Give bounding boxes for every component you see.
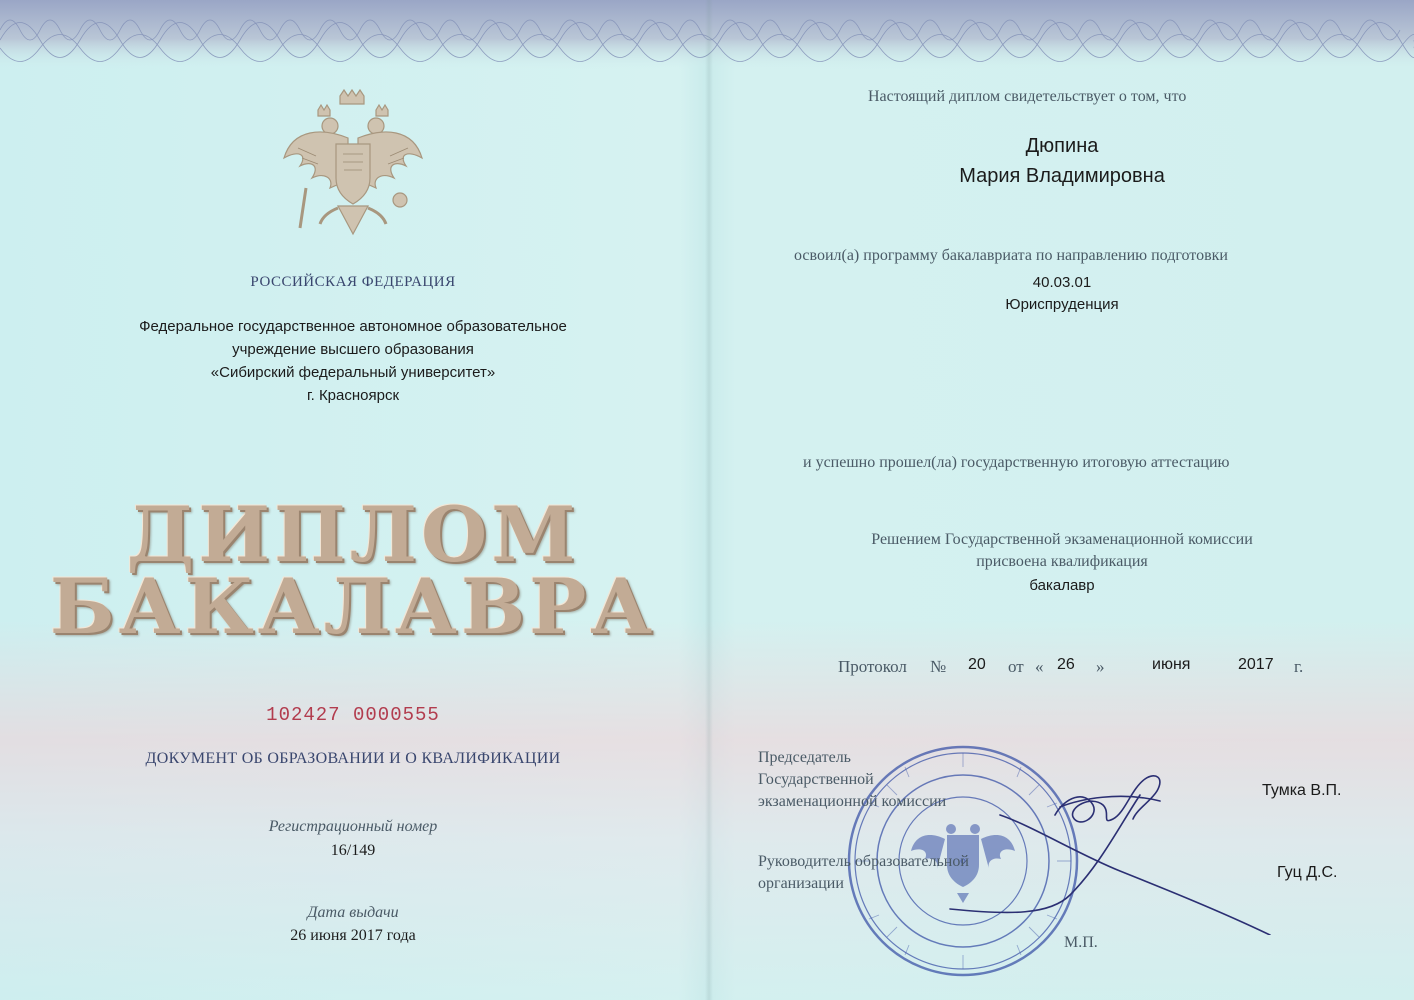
protocol-quote-close: » (1096, 657, 1105, 676)
registration-number-value: 16/149 (330, 842, 376, 859)
chair-name: Тумка В.П. (1262, 782, 1342, 799)
stamp-place-label: М.П. (1064, 934, 1098, 951)
protocol-from: от (1008, 657, 1024, 676)
head-name: Гуц Д.С. (1277, 864, 1338, 881)
program-name: Юриспруденция (1005, 296, 1119, 313)
registration-number-label: Регистрационный номер (268, 818, 438, 835)
graduate-surname: Дюпина (1025, 135, 1099, 157)
issue-date-value: 26 июня 2017 года (290, 927, 416, 944)
protocol-quote-open: « (1035, 657, 1044, 676)
chair-title-line-1: Председатель (758, 749, 851, 766)
protocol-day: 26 (1057, 656, 1075, 673)
institution-line-3: «Сибирский федеральный университет» (210, 364, 496, 381)
chair-title-line-2: Государственной (758, 771, 874, 788)
chair-title-line-3: экзаменационной комиссии (758, 793, 947, 810)
protocol-year-suffix: г. (1294, 657, 1304, 676)
attestation-text: и успешно прошел(ла) государственную итоговую аттестацию (803, 454, 1230, 471)
certifies-text: Настоящий диплом свидетельствует о том, что (868, 88, 1187, 105)
protocol-number-sign: № (930, 657, 947, 676)
country-label: РОССИЙСКАЯ ФЕДЕРАЦИЯ (250, 274, 456, 290)
head-title-line-2: организации (758, 875, 844, 892)
diploma-serial-number: 102427 0000555 (266, 704, 440, 726)
issue-date-label: Дата выдачи (307, 904, 399, 921)
institution-line-2: учреждение высшего образования (232, 341, 474, 358)
institution-city: г. Красноярск (306, 387, 400, 404)
diploma-title-line-1: ДИПЛОМ (126, 490, 580, 579)
signature-scribble (940, 755, 1280, 935)
commission-decision-line-1: Решением Государственной экзаменационной комиссии (871, 531, 1253, 548)
protocol-number: 20 (968, 656, 986, 673)
diploma-title-line-2: БАКАЛАВРА (49, 562, 657, 651)
coat-of-arms-emblem (278, 88, 428, 248)
institution-line-1: Федеральное государственное автономное образовательное (139, 318, 567, 335)
program-completion-text: освоил(а) программу бакалавриата по направлению подготовки (794, 247, 1228, 264)
graduate-given-names: Мария Владимировна (959, 165, 1165, 187)
commission-decision-line-2: присвоена квалификация (976, 553, 1148, 570)
protocol-year: 2017 (1238, 656, 1274, 673)
protocol-label: Протокол (838, 657, 907, 676)
document-type-label: ДОКУМЕНТ ОБ ОБРАЗОВАНИИ И О КВАЛИФИКАЦИИ (145, 750, 561, 767)
protocol-month: июня (1152, 656, 1191, 673)
program-code: 40.03.01 (1032, 274, 1092, 291)
head-title-line-1: Руководитель образовательной (758, 853, 969, 870)
qualification-value: бакалавр (1029, 577, 1095, 594)
